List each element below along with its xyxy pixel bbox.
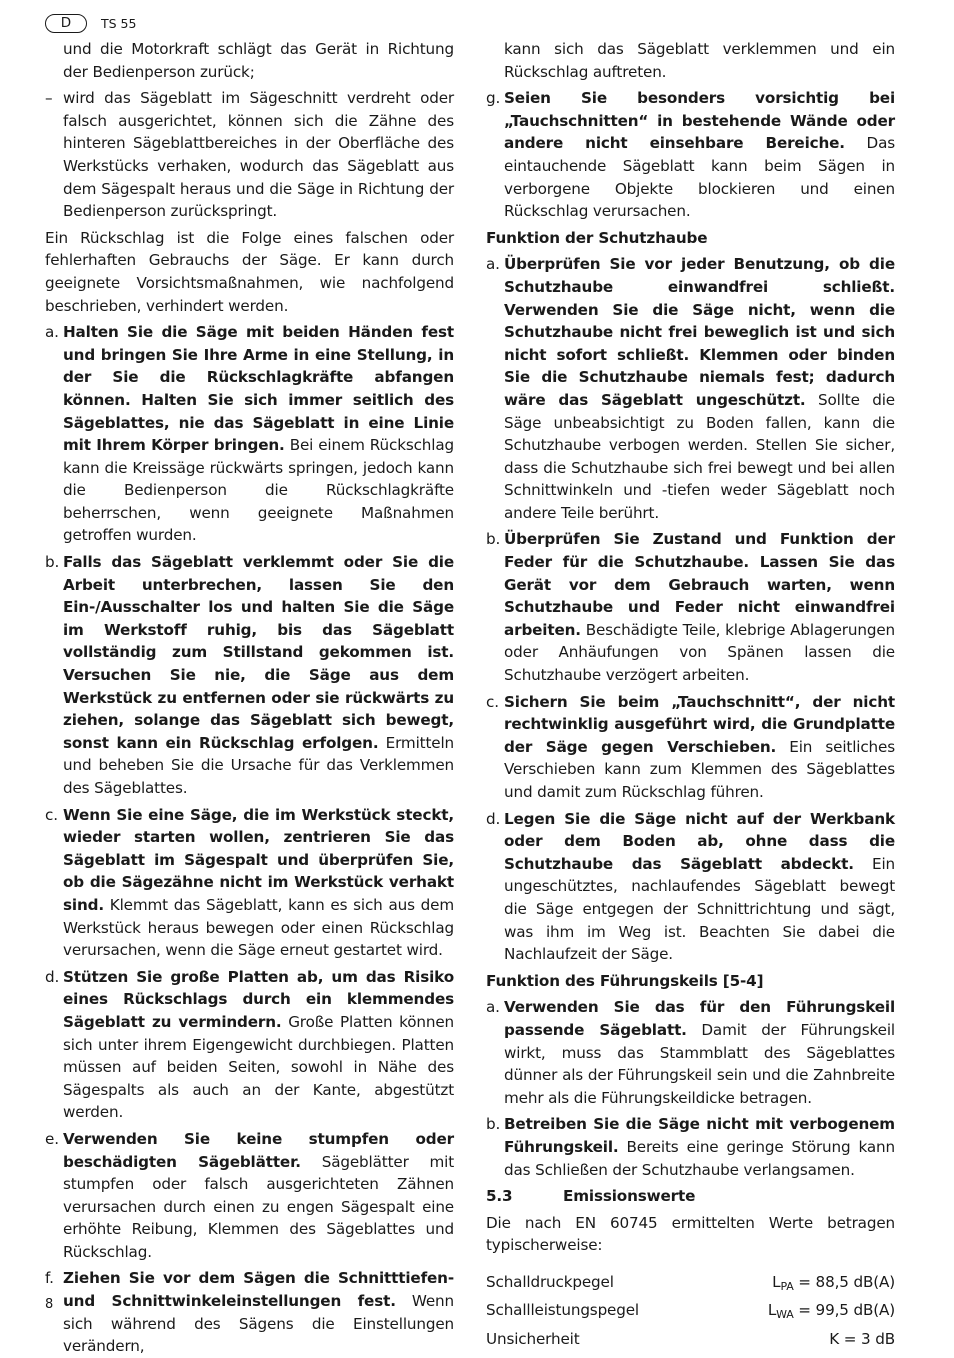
guard-item-c (486, 691, 895, 804)
section-heading-emissions (486, 1185, 895, 1208)
emission-row-uncertainty (486, 1328, 895, 1351)
section-title: Emissionswerte (563, 1187, 696, 1206)
guard-item-a (486, 253, 895, 524)
emission-row-sound-pressure (486, 1271, 895, 1294)
item-marker: b. (486, 1115, 501, 1134)
emission-row-sound-power (486, 1299, 895, 1322)
item-text: Ermitteln und beheben Sie die Ursache für das Verklemmen des Sägeblattes. (63, 733, 454, 797)
list-item-g (486, 87, 895, 223)
item-text: Große Platten können sich unter ihrem Eigengewicht durchbiegen. Platten müssen auf beiden Seiten, sowohl in Nähe des Sägespalts als auch an der Kante, abgestützt werden. (63, 1012, 454, 1122)
item-bold-text: Verwenden Sie keine stumpfen oder beschädigten Sägeblätter. (63, 1129, 454, 1171)
item-marker: c. (45, 805, 58, 824)
item-bold-text: Falls das Sägeblatt verklemmt oder Sie die Arbeit unterbrechen, lassen Sie den Ein-/Ausschalter los und halten Sie die Säge im Werkstoff ruhig, bis das Sägeblatt vollständig zum Stillstand gekommen ist. Versuchen Sie nie, die Säge aus dem Werkstück zu entfernen oder sie rückwärts zu ziehen, solange das Sägeblatt sich bewegt, sonst kann ein Rückschlag erfolgen. (63, 553, 454, 752)
item-marker: c. (486, 692, 499, 711)
item-text: Klemmt das Sägeblatt, kann es sich aus dem Werkstück heraus bewegen oder einen Rückschlag verursachen, wenn die Säge erneut gestartet wird. (63, 895, 454, 960)
item-marker: a. (486, 998, 500, 1017)
item-marker: b. (45, 553, 60, 572)
item-text: Sollte die Säge unbeabsichtigt zu Boden fallen, kann die Schutzhaube verbogen werden. Stellen Sie sicher, dass die Schutzhaube sich frei bewegt und bei allen Schnittwinkeln und -tiefen weder Sägeblatt noch andere Teile berührt. (504, 390, 895, 522)
item-text: Bereits eine geringe Störung kann das Schließen der Schutzhaube verlangsamen. (504, 1137, 895, 1179)
list-item-c (45, 804, 454, 962)
item-text: Bei einem Rückschlag kann die Kreissäge rückwärts springen, jedoch kann die Bedienperson die Rückschlagkräfte beherrschen, wenn geeignete Maßnahmen getroffen wurden. (63, 436, 455, 545)
page-header (45, 12, 136, 34)
kickback-paragraph: Ein Rückschlag ist die Folge eines falschen oder fehlerhaften Gebrauchs der Säge. Er kann durch geeignete Vorsichtsmaßnahmen, wie nachfolgend beschrieben, verhindert werden. (45, 228, 454, 315)
continued-text: und die Motorkraft schlägt das Gerät in Richtung der Bedienperson zurück; (63, 40, 454, 81)
emission-values (486, 1271, 895, 1351)
knife-item-b (486, 1113, 895, 1181)
item-bold-text: Überprüfen Sie vor jeder Benutzung, ob die Schutzhaube einwandfrei schließt. Verwenden Sie die Säge nicht, wenn die Schutzhaube nicht frei beweglich ist und sich nicht sofort schließt. Klemmen oder binden Sie die Schutzhaube niemals fest; dadurch wäre das Sägeblatt ungeschützt. (504, 255, 895, 409)
knife-item-a (486, 996, 895, 1109)
emission-label: Schallleistungspegel (486, 1301, 640, 1320)
item-text: Wenn sich während des Sägens die Einstellungen verändern, (63, 1292, 454, 1356)
item-marker: f. (45, 1269, 54, 1288)
item-marker: d. (486, 809, 501, 828)
item-text: Das eintauchende Sägeblatt kann beim Sägen in verborgene Objekte blockieren und einen Rückschlag verursachen. (504, 134, 895, 221)
item-text: Damit der Führungskeil wirkt, muss das Stammblatt des Sägeblattes dünner als der Führungskeil sein und die Zahnbreite mehr als die Führungskeildicke betragen. (504, 1020, 895, 1107)
item-bold-text: Wenn Sie eine Säge, die im Werkstück steckt, wieder starten wollen, zentrieren Sie das Sägeblatt im Sägespalt und überprüfen Sie, ob die Sägezähne nicht im Werkstück verhakt sind. (63, 805, 454, 914)
dash-marker: – (45, 89, 53, 108)
dash-list-item (45, 87, 454, 223)
list-item-d (45, 966, 454, 1124)
dash-text: wird das Sägeblatt im Sägeschnitt verdreht oder falsch ausgerichtet, können sich die Zähne des hinteren Sägeblattbereiches in der Oberfläche des Werkstücks verhaken, wodurch das Sägeblatt aus dem Sägespalt heraus und die Säge in Richtung der Bedienperson zurückspringt. (63, 89, 454, 221)
emission-value: $L_{WA} = 99,5$ dB(A) (767, 1301, 895, 1322)
item-bold-text: Legen Sie die Säge nicht auf der Werkbank oder dem Boden ab, ohne dass die Schutzhaube das Sägeblatt abdeckt. (504, 809, 895, 873)
language-badge: D (45, 14, 87, 33)
item-bold-text: Sichern Sie beim „Tauchschnitt“, der nicht rechtwinklig ausgeführt wird, die Grundplatte der Säge gegen Verschieben. (504, 692, 895, 756)
item-marker: g. (486, 89, 501, 108)
item-marker: d. (45, 967, 60, 986)
item-text: Ein ungeschütztes, nachlaufendes Sägeblatt bewegt die Säge entgegen der Schnittrichtung und sägt, was ihm im Weg ist. Beachten Sie dabei die Nachlaufzeit der Säge. (504, 854, 895, 964)
item-bold-text: Halten Sie die Säge mit beiden Händen fest und bringen Sie Ihre Arme in eine Stellung, in der Sie die Rückschlagkräfte abfangen können. Halten Sie sich immer seitlich des Sägeblattes, nie das Sägeblatt in eine Linie mit Ihrem Körper bringen. (63, 323, 454, 455)
guard-item-b (486, 528, 895, 686)
list-item-b (45, 551, 454, 800)
emission-value: K = 3 dB (829, 1330, 895, 1349)
list-item-a (45, 321, 454, 547)
subheading-blade-guard: Funktion der Schutzhaube (486, 228, 708, 247)
emissions-paragraph: Die nach EN 60745 ermittelten Werte betragen typischerweise: (486, 1213, 895, 1255)
item-marker: b. (486, 530, 501, 549)
item-bold-text: Überprüfen Sie Zustand und Funktion der Feder für die Schutzhaube. Lassen Sie das Gerät vor dem Gebrauch warten, wenn Schutzhaube und Feder nicht einwandfrei arbeiten. (504, 530, 895, 639)
continued-text: kann sich das Sägeblatt verklemmen und ein Rückschlag auftreten. (504, 40, 895, 81)
guard-item-d (486, 808, 895, 966)
item-text: Ein seitliches Verschieben kann zum Klemmen des Sägeblattes und damit zum Rückschlag führen. (504, 737, 895, 801)
item-marker: a. (45, 323, 59, 342)
item-bold-text: Verwenden Sie das für den Führungskeil passende Sägeblatt. (504, 998, 895, 1039)
emission-value: $L_{PA} = 88,5$ dB(A) (772, 1272, 895, 1293)
list-item-f (45, 1267, 454, 1357)
item-bold-text: Betreiben Sie die Säge nicht mit verbogenem Führungskeil. (504, 1115, 895, 1156)
subheading-riving-knife: Funktion des Führungskeils [5-4] (486, 971, 764, 990)
emission-label: Schalldruckpegel (486, 1272, 614, 1291)
right-column (486, 38, 895, 1351)
item-text: Sägeblätter mit stumpfen oder falsch ausgerichteten Zähnen verursachen durch einen zu engen Sägespalt eine erhöhte Reibung, Klemmen des Sägeblattes und Rückschlag. (63, 1152, 455, 1261)
item-bold-text: Ziehen Sie vor dem Sägen die Schnitttiefen- und Schnittwinkeleinstellungen fest. (63, 1269, 454, 1311)
section-number: 5.3 (486, 1187, 513, 1206)
list-item-e (45, 1128, 454, 1264)
left-column (45, 38, 454, 1358)
item-marker: e. (45, 1129, 59, 1148)
page-number: 8 (45, 1297, 54, 1312)
model-name: TS 55 (101, 15, 137, 31)
item-text: Beschädigte Teile, klebrige Ablagerungen oder Anhäufungen von Spänen lassen die Schutzhaube verzögert arbeiten. (504, 620, 895, 685)
item-bold-text: Seien Sie besonders vorsichtig bei „Tauchschnitten“ in bestehende Wände oder andere nicht einsehbare Bereiche. (504, 89, 895, 153)
item-bold-text: Stützen Sie große Platten ab, um das Risiko eines Rückschlags durch ein klemmendes Sägeblatt zu vermindern. (63, 967, 454, 1031)
emission-label: Unsicherheit (486, 1330, 580, 1349)
item-marker: a. (486, 255, 500, 274)
